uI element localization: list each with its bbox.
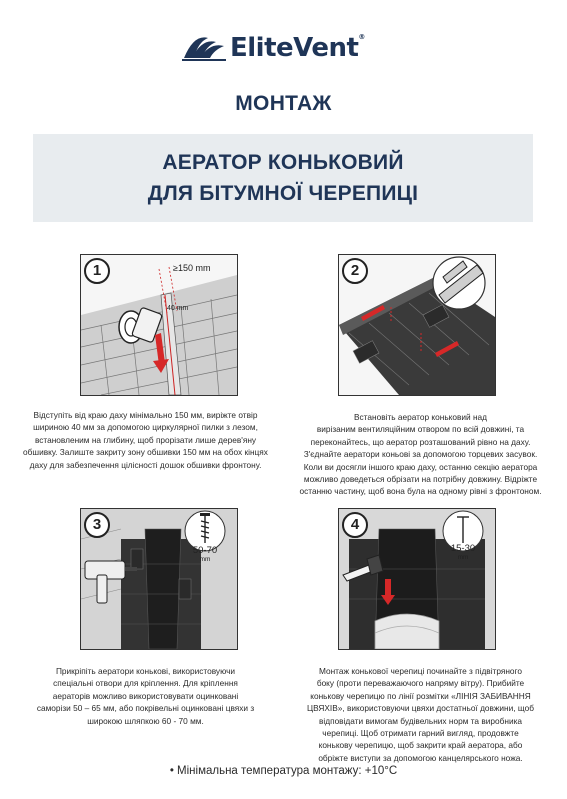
min-temperature-note: • Мінімальна температура монтажу: +10°С: [169, 765, 398, 777]
section-title: МОНТАЖ: [235, 92, 332, 115]
step-1-dim-label-2: 40 mm: [167, 305, 189, 312]
step-3-number: 3: [84, 512, 110, 538]
brand-logo: [180, 26, 390, 70]
step-3-screw-length: 50-70 mm: [192, 545, 218, 563]
product-title: [33, 147, 533, 209]
step-2-illustration: [338, 254, 496, 396]
step-4-number: 4: [342, 512, 368, 538]
step-4-text: Монтаж конькової черепиці починайте з підвітряного боку (проти переважаючого напряму вітру). Прибийте конькову черепицю по лінії розмітки «ЛІНІЯ ЗАБИВАННЯ ЦВЯХІВ», використовуючи цвяхи достатньої довжини, щоб відповідати вимогам будівельних норм та виробника черепиці. Щоб отримати гарний вигляд, продовжте конькову черепицю, щоб закрити край аератора, або обріжте виступи за допомогою канцелярського ножа.: [307, 666, 534, 763]
step-1-number: 1: [84, 258, 110, 284]
brand-name: EliteVent®: [230, 33, 365, 63]
step-4-illustration: [338, 508, 496, 650]
step-3-text: Прикріпіть аератори конькові, використовуючи спеціальні отвори для кріплення. Для кріплення аераторів можливо використовувати оцинковані саморізи 50 – 65 мм, або покрівельні оцинковані цвяхи з широкою шляпкою 60 - 70 мм.: [36, 666, 255, 726]
product-title-line2: ДЛЯ БІТУМНОЇ ЧЕРЕПИЦІ: [147, 182, 419, 205]
step-2-text: Встановіть аератор коньковий над вирізаним вентиляційним отвором по всій довжині, та переконайтесь, що аератор розташований рівно на даху. З'єднайте аератори коньові за допомогою торцевих засувок. Коли ви досягли іншого краю даху, останню секцію аератора можливо доведеться обрізати на потрібну довжину. Відріжте останню частину, щоб вона була на одному рівні з фронтоном.: [299, 412, 542, 497]
product-title-line1: АЕРАТОР КОНЬКОВИЙ: [162, 151, 404, 174]
wave-logo-icon: [180, 28, 228, 68]
step-2-number: 2: [342, 258, 368, 284]
step-1-illustration: [80, 254, 238, 396]
step-1-dim-label: ≥150 mm: [173, 263, 211, 273]
step-3-illustration: [80, 508, 238, 650]
step-1-text: Відступіть від краю даху мінімально 150 мм, виріжте отвір шириною 40 мм за допомогою циркулярної пилки з лезом, встановленим на глибину, щоб прорізати лише дерев'яну обшивку. Залиште закриту зону обшивки 150 мм на обох кінцях даху для забезпечення цілісності дошок обшивки фронтону.: [23, 410, 268, 470]
step-4-nail-length: 15-30 mm: [450, 543, 476, 561]
